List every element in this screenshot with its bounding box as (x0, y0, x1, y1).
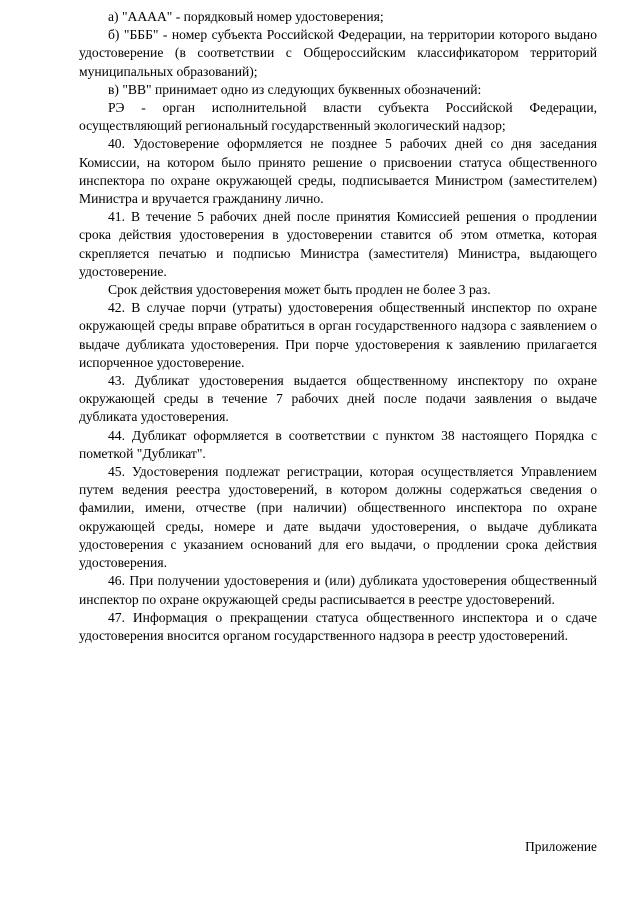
re-definition-paragraph: РЭ - орган исполнительной власти субъекта Российской Федерации, осуществляющий региональный государственный экологический надзор; (79, 100, 597, 134)
item-a-paragraph: а) "АААА" - порядковый номер удостоверения; (108, 9, 384, 24)
appendix-label: Приложение (525, 839, 597, 854)
clause-42-paragraph: 42. В случае порчи (утраты) удостоверения общественный инспектор по охране окружающей среды вправе обратиться в орган государственного надзора с заявлением о выдаче дубликата удостоверения. При порче удостоверения к заявлению прилагается испорченное удостоверение. (79, 300, 597, 370)
clause-47-paragraph: 47. Информация о прекращении статуса общественного инспектора и о сдаче удостоверения вносится органом государственного надзора в реестр удостоверений. (79, 609, 597, 643)
clause-41-paragraph: 41. В течение 5 рабочих дней после принятия Комиссией решения о продлении срока действия удостоверения в удостоверении ставится об этом отметка, которая скрепляется печатью и подписью Министра (заместителя) Министра, выдающего удостоверение. (79, 209, 597, 279)
clause-43-paragraph: 43. Дубликат удостоверения выдается общественному инспектору по охране окружающей среды в течение 7 рабочих дней после подачи заявления о выдаче дубликата удостоверения. (79, 373, 597, 425)
clause-44-paragraph: 44. Дубликат оформляется в соответствии с пунктом 38 настоящего Порядка с пометкой "Дубликат". (79, 427, 597, 461)
clause-46-paragraph: 46. При получении удостоверения и (или) дубликата удостоверения общественный инспектор по охране окружающей среды расписывается в реестре удостоверений. (79, 573, 597, 607)
clause-40-paragraph: 40. Удостоверение оформляется не позднее 5 рабочих дней со дня заседания Комиссии, на котором было принято решение о присвоении статуса общественного инспектора по охране окружающей среды, подписывается Министром (заместителем) Министра и вручается гражданину лично. (79, 136, 597, 207)
clause-45-paragraph: 45. Удостоверения подлежат регистрации, которая осуществляется Управлением путем ведения реестра удостоверений, в котором должны содержаться сведения о фамилии, имени, отчестве (при наличии) общественного инспектора по охране окружающей среды, номере и дате выдачи удостоверения, о выдаче дубликата удостоверения с указанием оснований для его выдачи, о продлении срока действия удостоверения. (79, 464, 597, 571)
item-b-paragraph: б) "БББ" - номер субъекта Российской Федерации, на территории которого выдано удостоверение (в соответствии с Общероссийским классификатором территорий муниципальных образований); (79, 27, 597, 79)
document-body (79, 8, 597, 645)
validity-extension-paragraph: Срок действия удостоверения может быть продлен не более 3 раз. (108, 282, 491, 298)
item-v-paragraph: в) "ВВ" принимает одно из следующих буквенных обозначений: (108, 81, 482, 97)
